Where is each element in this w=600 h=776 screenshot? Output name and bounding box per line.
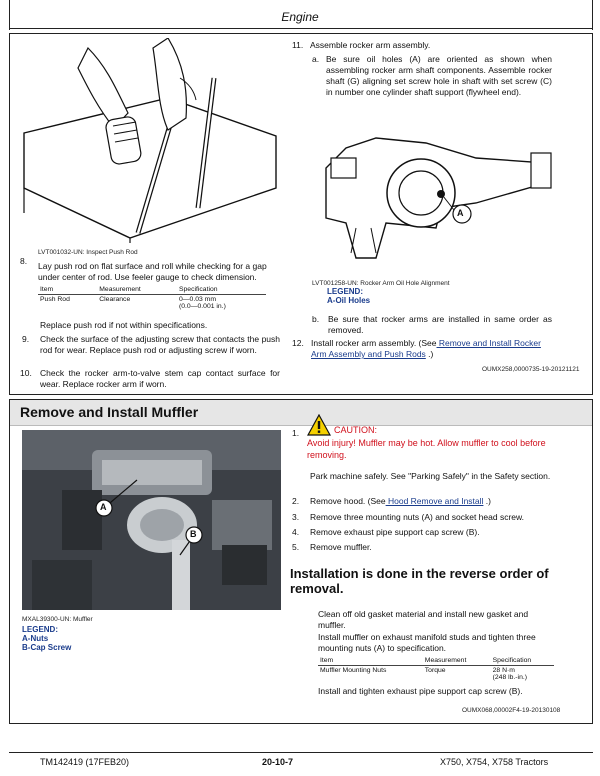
step-8-number: 8. (20, 256, 28, 266)
step-12-text (311, 338, 553, 360)
footer-model-list: X750, X754, X758 Tractors (440, 757, 549, 767)
muffler-spec-header-item: Item (318, 656, 423, 666)
muffler-step-3-number: 3. (292, 512, 300, 522)
callout-a-oil-holes: A (457, 208, 464, 218)
muffler-photo (22, 430, 281, 610)
muffler-step-2-text-end: .) (483, 496, 491, 506)
spec-header-measurement: Measurement (97, 285, 177, 295)
header-divider (9, 28, 593, 31)
step-11-text: Assemble rocker arm assembly. (310, 40, 431, 50)
muffler-legend-a: A-Nuts (22, 634, 49, 643)
step-12-number: 12. (292, 338, 304, 348)
replace-push-rod-note: Replace push rod if not within specifications. (40, 320, 208, 330)
muffler-legend-title: LEGEND: (22, 625, 58, 634)
spec-cell-measurement: Clearance (99, 296, 131, 303)
rocker-arm-legend-a: A-Oil Holes (327, 296, 371, 305)
muffler-figure-caption: MXAL39300-UN: Muffler (22, 616, 93, 623)
footer-page-number: 20-10-7 (262, 757, 294, 767)
clean-gasket-text: Clean off old gasket material and install new gasket and muffler. (318, 609, 529, 630)
step-9-number: 9. (22, 334, 30, 344)
rocker-arm-ref-id: OUMX258,0000735-19-20121121 (482, 366, 580, 373)
muffler-spec-value-imperial: (248 lb.-in.) (492, 674, 528, 681)
muffler-spec-header-specification: Specification (491, 656, 554, 666)
rocker-arm-figure-caption: LVT001258-UN: Rocker Arm Oil Hole Alignment (312, 280, 450, 287)
muffler-spec-table (318, 656, 554, 682)
muffler-step-2-number: 2. (292, 496, 300, 506)
page-header-title: Engine (281, 10, 319, 24)
callout-b-cap-screw: B (190, 529, 197, 539)
muffler-step-1-number: 1. (292, 428, 300, 438)
rocker-arm-legend-title: LEGEND: (327, 287, 363, 296)
muffler-step-2-text (310, 496, 552, 507)
push-rod-illustration (18, 38, 280, 243)
caution-warning-icon (307, 414, 331, 436)
spec-header-item: Item (38, 285, 97, 295)
install-muffler-text: Install muffler on exhaust manifold studs and tighten three mounting nuts (A) to specification. (318, 632, 536, 653)
step-11b-text: Be sure that rocker arms are installed in same order as removed. (328, 314, 552, 335)
caution-text: Avoid injury! Muffler may be hot. Allow muffler to cool before removing. (307, 438, 546, 460)
footer-divider (9, 752, 593, 753)
spec-header-specification: Specification (177, 285, 266, 295)
muffler-step-4-number: 4. (292, 527, 300, 537)
step-10-text: Check the rocker arm-to-valve stem cap contact surface for wear. Replace rocker arm if worn. (40, 368, 280, 389)
hood-remove-link[interactable]: Hood Remove and Install (385, 496, 484, 506)
park-safely-text: Park machine safely. See "Parking Safely" in the Safety section. (310, 471, 551, 481)
caution-label: CAUTION: (334, 425, 378, 435)
spec-cell-specification (177, 295, 266, 312)
muffler-spec-cell-specification (491, 666, 554, 683)
push-rod-spec-table (38, 285, 266, 311)
step-9-text: Check the surface of the adjusting screw that contacts the push rod for wear. Replace push rod or adjusting screw if worn. (40, 334, 280, 355)
muffler-ref-id: OUMX068,00002F4-19-20130108 (462, 707, 561, 714)
spec-cell-item: Push Rod (40, 296, 70, 303)
callout-a-nuts: A (100, 502, 107, 512)
muffler-step-2-text-start: Remove hood. (See (310, 496, 386, 506)
muffler-spec-header-measurement: Measurement (423, 656, 491, 666)
muffler-step-5-text: Remove muffler. (310, 542, 372, 552)
muffler-step-4-text: Remove exhaust pipe support cap screw (B). (310, 527, 480, 537)
step-11a-text: Be sure oil holes (A) are oriented as shown when assembling rocker arm shaft components. Assemble rocker shaft (G) aligning set screw hole in shaft with set screw (C) in number one cylinder shaft support (flywheel end). (326, 54, 552, 97)
muffler-step-5-number: 5. (292, 542, 300, 552)
step-11a-letter: a. (312, 54, 320, 64)
step-12-text-end: .) (425, 349, 434, 359)
muffler-section-title: Remove and Install Muffler (20, 404, 199, 420)
rocker-arm-illustration (316, 128, 556, 278)
step-10-number: 10. (20, 368, 32, 378)
rocker-arm-link[interactable]: Remove and Install Rocker Arm Assembly and Push Rods (311, 338, 541, 359)
muffler-legend-b: B-Cap Screw (22, 643, 72, 652)
muffler-step-3-text: Remove three mounting nuts (A) and socket head screw. (310, 512, 525, 522)
footer-manual-id: TM142419 (17FEB20) (40, 757, 130, 767)
muffler-spec-value-metric: 28 N·m (492, 667, 515, 674)
tighten-cap-screw-text: Install and tighten exhaust pipe support cap screw (B). (318, 686, 523, 696)
muffler-spec-cell-measurement: Torque (424, 667, 446, 674)
step-8-text: Lay push rod on flat surface and roll while checking for a gap under center of rod. Use feeler gauge to check dimension. (38, 261, 267, 282)
step-11-number: 11. (292, 40, 304, 50)
muffler-spec-cell-item: Muffler Mounting Nuts (320, 667, 387, 674)
step-11b-letter: b. (312, 314, 320, 324)
step-12-text-start: Install rocker arm assembly. (See (311, 338, 437, 348)
push-rod-figure-caption: LVT001032-UN: Inspect Push Rod (38, 249, 138, 256)
installation-heading: Installation is done in the reverse order of removal. (290, 566, 549, 596)
spec-value-imperial: (0.0—0.001 in.) (178, 303, 226, 310)
spec-value-metric: 0—0.03 mm (178, 296, 217, 303)
